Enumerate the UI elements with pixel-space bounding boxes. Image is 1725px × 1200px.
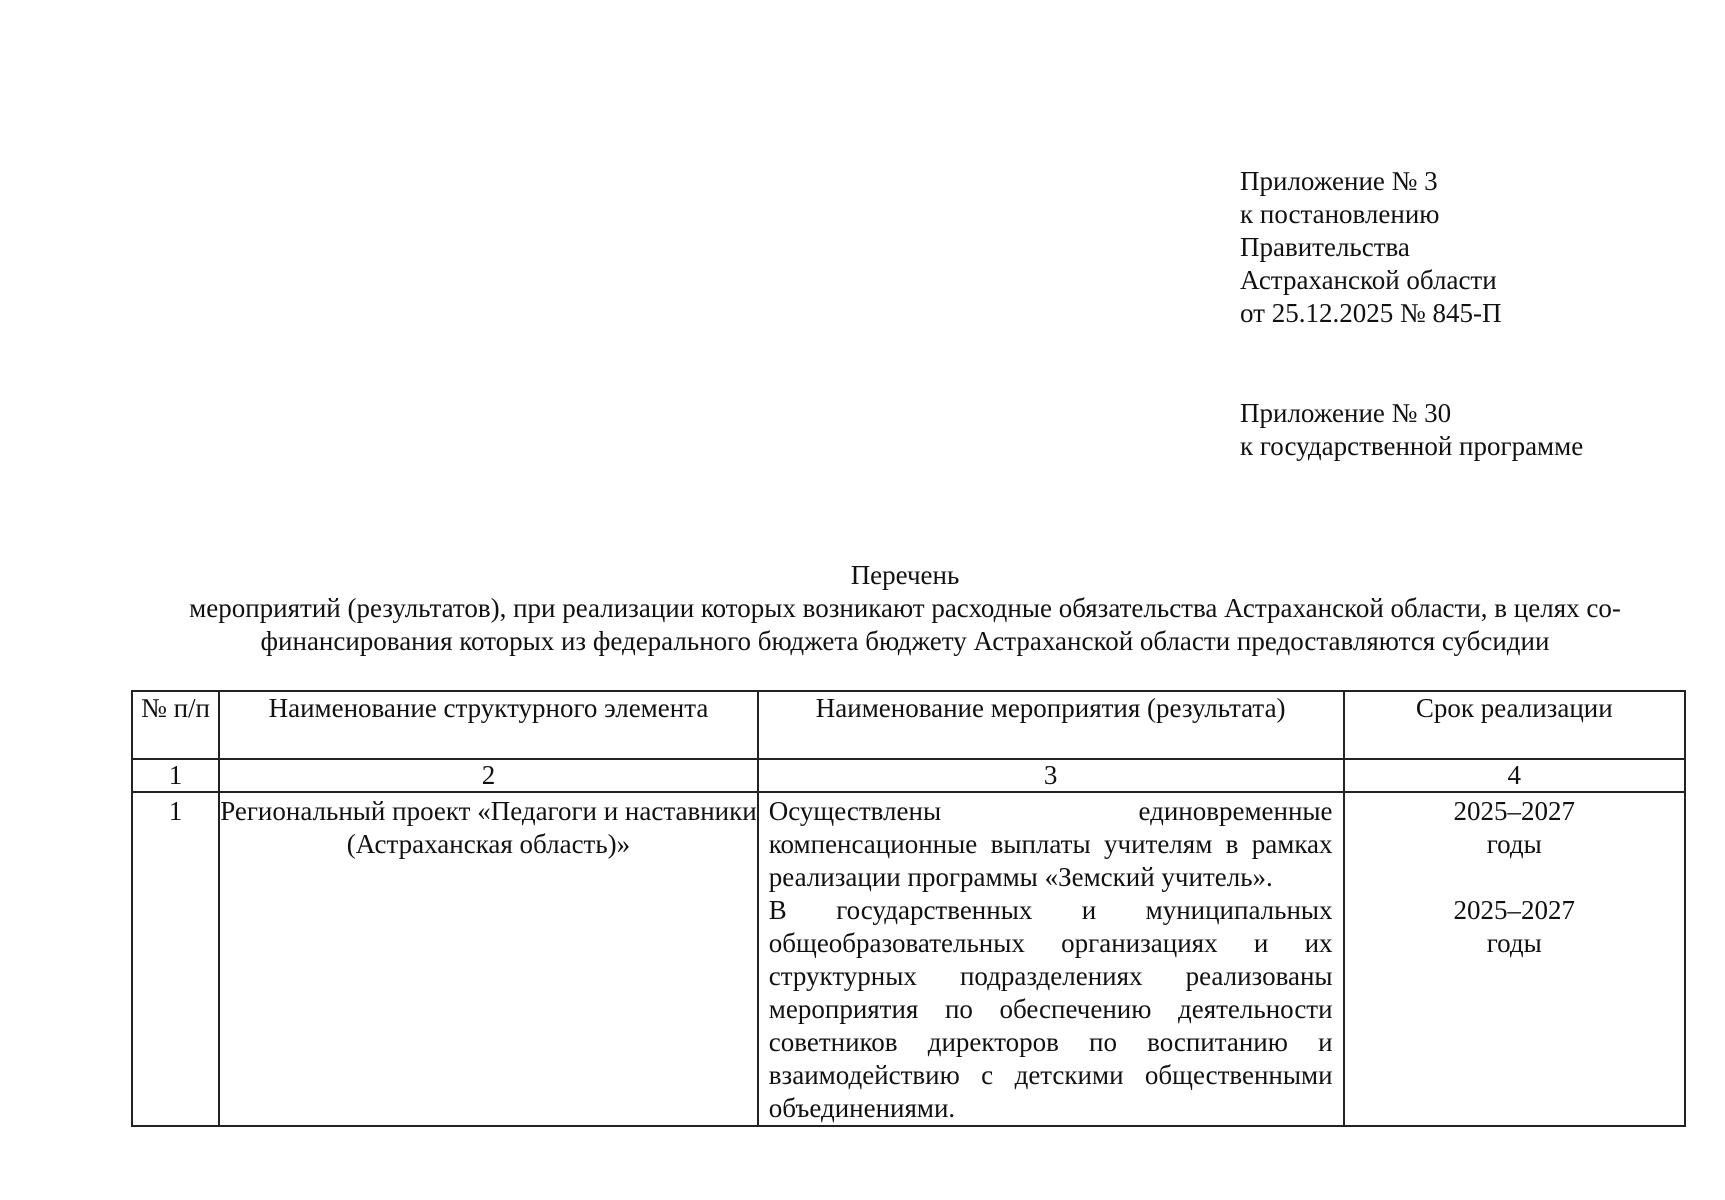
event-item: Осуществлены единовременные компенсационные выплаты учителям в рамках реализации программы «Земский учитель». (768, 796, 1333, 892)
term-entry (1345, 894, 1684, 960)
appendix-line: Правительства (1240, 232, 1410, 262)
table-header-row (132, 691, 1685, 759)
term-unit: годы (1486, 829, 1542, 859)
column-index-row (132, 759, 1685, 792)
column-index: 4 (1344, 759, 1685, 792)
appendix-line: Приложение № 3 (1240, 166, 1438, 196)
header-number: № п/п (132, 691, 219, 759)
structural-element-name (219, 792, 758, 1126)
appendix-header-program (1240, 397, 1583, 463)
term-cell (1344, 792, 1685, 1126)
header-term: Срок реализации (1344, 691, 1685, 759)
document-title: Перечень (850, 560, 960, 590)
appendix-line: к государственной программе (1240, 431, 1584, 461)
term-years: 2025–2027 (1453, 796, 1576, 826)
event-item: В государственных и муниципальных общеобразовательных организациях и их структурных подразделениях реализованы мероприятия по обеспечению деятельности советников директоров по воспитанию и взаимодействию с детскими общественными объединениями. (768, 895, 1333, 1123)
structural-element-text: Региональный проект «Педагоги и наставники (Астраханская область)» (220, 796, 757, 859)
appendix-line: от 25.12.2025 № 845-П (1240, 298, 1502, 328)
document-subtitle: мероприятий (результатов), при реализации которых возникают расходные обязательства Астраханской области, в целях со-финансирования которых из федерального бюджета бюджету Астраханской области предоставляются субсидии (189, 593, 1621, 656)
row-number: 1 (132, 792, 219, 1126)
column-index: 3 (758, 759, 1344, 792)
table-row (132, 792, 1685, 1126)
term-unit: годы (1486, 928, 1542, 958)
measures-table (131, 690, 1686, 1127)
header-structural-element: Наименование структурного элемента (219, 691, 758, 759)
appendix-header-resolution (1240, 165, 1501, 330)
event-cell (758, 792, 1344, 1126)
term-entry (1345, 795, 1684, 861)
appendix-line: Астраханской области (1240, 265, 1497, 295)
appendix-line: к постановлению (1240, 199, 1440, 229)
appendix-line: Приложение № 30 (1240, 398, 1452, 428)
column-index: 2 (219, 759, 758, 792)
term-years: 2025–2027 (1453, 895, 1576, 925)
header-event-name: Наименование мероприятия (результата) (758, 691, 1344, 759)
column-index: 1 (132, 759, 219, 792)
